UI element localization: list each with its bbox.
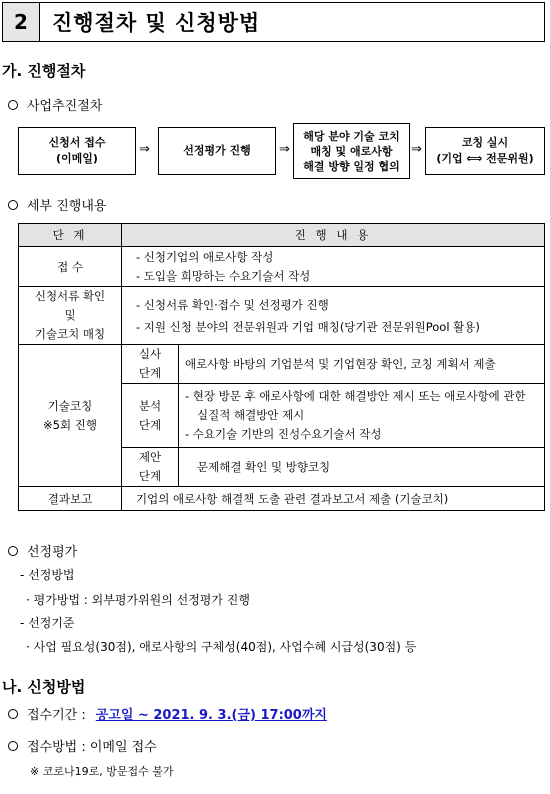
section-title: 진행절차 및 신청방법 [52,11,261,35]
evaluation-method: · 평가방법 : 외부평가위원의 선정평가 진행 [26,593,250,607]
circle-bullet-icon [8,200,18,210]
table-row [19,247,545,287]
table-header-stage: 단 계 [19,224,122,247]
substage-analysis: 분석 단계 [122,384,179,448]
flow-step-2: 선정평가 진행 [158,127,276,175]
apply-method-label: 접수방법 : 이메일 접수 [27,740,157,755]
circle-bullet-icon [8,100,18,110]
details-table [18,223,545,511]
table-row [19,487,545,511]
stage-report: 결과보고 [19,487,122,511]
details-heading [8,195,106,214]
circle-bullet-icon [8,546,18,556]
details-label: 세부 진행내용 [27,199,107,214]
apply-period-label: 접수기간 : [27,708,86,723]
table-row [19,345,545,384]
process-label: 사업추진절차 [27,99,103,114]
process-heading [8,95,102,114]
flow-arrow-icon: ⇒ [411,142,422,157]
content-survey: 애로사항 바탕의 기업분석 및 기업현장 확인, 코칭 계획서 제출 [179,345,545,384]
section-number: 2 [3,3,40,41]
circle-bullet-icon [8,741,18,751]
substage-proposal: 제안 단계 [122,448,179,487]
table-header-content: 진 행 내 용 [122,224,545,247]
content-proposal: 문제해결 확인 및 방향코칭 [179,448,545,487]
content-reception: - 신청기업의 애로사항 작성 - 도입을 희망하는 수요기술서 작성 [122,247,545,287]
flow-arrow-icon: ⇒ [279,142,290,157]
flow-arrow-icon: ⇒ [139,142,150,157]
evaluation-criteria-label: - 선정기준 [20,616,75,630]
content-matching: - 신청서류 확인·접수 및 선정평가 진행 - 지원 신청 분야의 전문위원과 기업 매칭(당기관 전문위원Pool 활용) [122,287,545,345]
section-header [2,2,545,42]
flow-step-1: 신청서 접수 (이메일) [18,127,136,175]
evaluation-method-label: - 선정방법 [20,568,75,582]
substage-survey: 실사 단계 [122,345,179,384]
stage-reception: 접 수 [19,247,122,287]
apply-period [8,704,327,723]
circle-bullet-icon [8,709,18,719]
subsection-title-ga: 가. 진행절차 [2,62,86,80]
stage-coaching: 기술코칭 ※5회 진행 [19,345,122,487]
apply-period-value: 공고일 ~ 2021. 9. 3.(금) 17:00까지 [95,708,327,723]
stage-matching: 신청서류 확인 및 기술코치 매칭 [19,287,122,345]
content-analysis: - 현장 방문 후 애로사항에 대한 해결방안 제시 또는 애로사항에 관한 실질적 해결방안 제시 - 수요기술 기반의 진성수요기술서 작성 [179,384,545,448]
apply-method [8,736,157,755]
table-row [19,287,545,345]
apply-note: ※ 코로나19로, 방문접수 불가 [30,765,174,778]
table-header-row [19,224,545,247]
evaluation-heading [8,541,77,560]
subsection-title-na: 나. 신청방법 [2,678,86,696]
evaluation-label: 선정평가 [27,545,78,560]
flow-step-4: 코칭 실시 (기업 ⟺ 전문위원) [425,127,545,175]
flow-step-3: 해당 분야 기술 코치 매칭 및 애로사항 해결 방향 일정 협의 [293,123,410,179]
content-report: 기업의 애로사항 해결책 도출 관련 결과보고서 제출 (기술코치) [122,487,545,511]
evaluation-criteria: · 사업 필요성(30점), 애로사항의 구체성(40점), 사업수혜 시급성(30점) 등 [26,640,417,654]
